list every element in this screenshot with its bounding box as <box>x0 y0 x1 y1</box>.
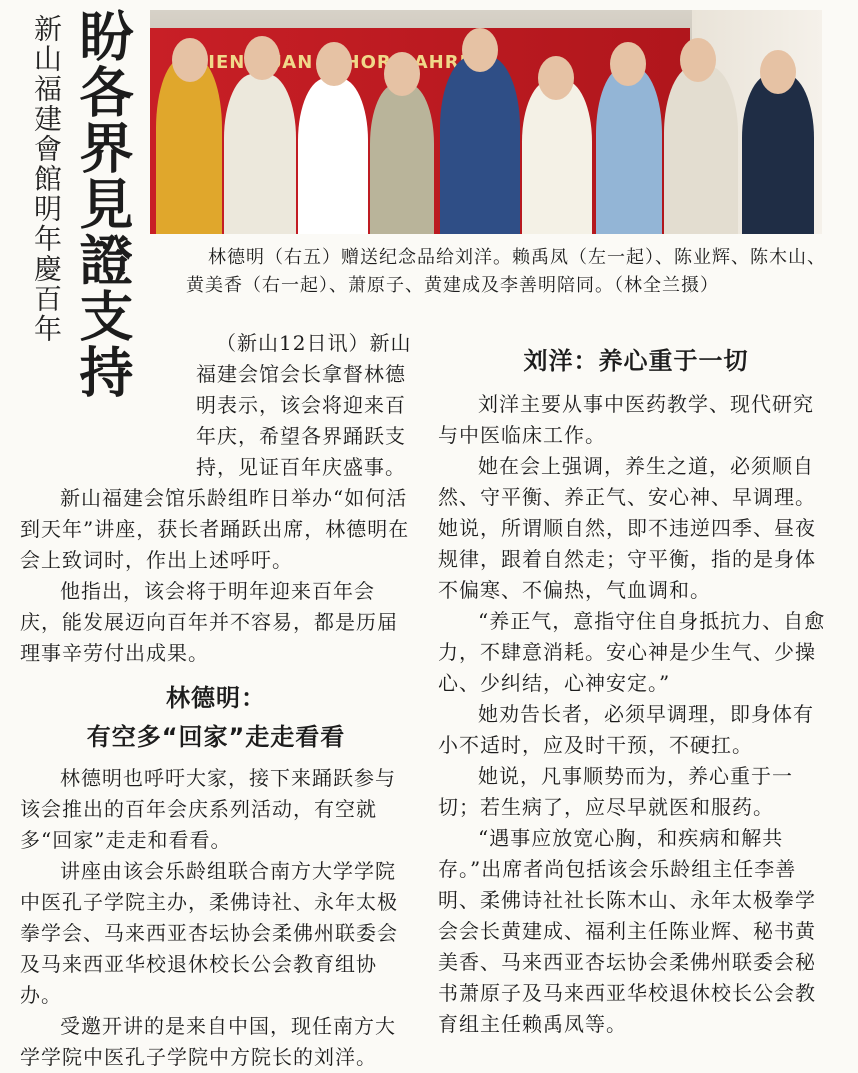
subheadline: 新山福建會館明年慶百年 <box>30 14 63 344</box>
paragraph: 她说，凡事顺势而为，养心重于一切；若生病了，应尽早就医和服药。 <box>438 764 793 819</box>
paragraph: “养正气，意指守住自身抵抗力、自愈力，不肆意消耗。安心神是少生气、少操心、少纠结，心神安定。” <box>438 609 826 695</box>
paragraph: 新山福建会馆乐龄组昨日举办“如何活到天年”讲座，获长者踊跃出席，林德明在会上致词时，作出上述呼吁。 <box>20 486 410 572</box>
paragraph: 受邀开讲的是来自中国，现任南方大学学院中医孔子学院中方院长的刘洋。 <box>20 1014 396 1069</box>
section-title: 刘洋：养心重于一切 <box>523 347 749 375</box>
headline: 盼各界見證支持 <box>71 8 134 400</box>
left-column <box>20 328 412 1073</box>
right-column <box>438 346 834 1040</box>
banner-text: EKIEN KUAN JOHOR BAHRU <box>180 52 476 73</box>
lead-paragraph: （新山12日讯）新山福建会馆会长拿督林德明表示，该会将迎来百年庆，希望各界踊跃支持，见证百年庆盛事。 <box>196 331 412 479</box>
paragraph: 她劝告长者，必须早调理，即身体有小不适时，应及时干预，不硬扛。 <box>438 702 814 757</box>
paragraph: 刘洋主要从事中医药教学、现代研究与中医临床工作。 <box>438 392 814 447</box>
photo-caption: 林德明（右五）赠送纪念品给刘洋。赖禹凤（左一起）、陈业辉、陈木山、黄美香（右一起）、萧原子、黄建成及李善明陪同。（林全兰摄） <box>186 247 826 296</box>
person-3 <box>298 78 368 234</box>
paragraph: “遇事应放宽心胸，和疾病和解共存。”出席者尚包括该会乐龄组主任李善明、柔佛诗社社长陈木山、永年太极拳学会会长黄建成、福利主任陈业辉、秘书黄美香、马来西亚杏坛协会柔佛州联委会秘书萧原子及马来西亚华校退休校长公会教育组主任赖禹凤等。 <box>438 826 816 1036</box>
paragraph: 讲座由该会乐龄组联合南方大学学院中医孔子学院主办，柔佛诗社、永年太极拳学会、马来西亚杏坛协会柔佛州联委会及马来西亚华校退休校长公会教育组协办。 <box>20 859 398 1007</box>
person-4 <box>370 84 434 234</box>
section-title: 有空多“回家”走走看看 <box>86 723 346 751</box>
person-6 <box>522 80 592 234</box>
news-photo <box>150 10 822 234</box>
paragraph: 她在会上强调，养生之道，必须顺自然、守平衡、养正气、安心神、早调理。她说，所谓顺自然，即不违逆四季、昼夜规律，跟着自然走；守平衡，指的是身体不偏寒、不偏热，气血调和。 <box>438 454 816 602</box>
section-title: 林德明： <box>166 684 266 712</box>
paragraph: 林德明也呼吁大家，接下来踊跃参与该会推出的百年会庆系列活动，有空就多“回家”走走和看看。 <box>20 766 396 852</box>
person-1 <box>156 58 222 234</box>
person-8 <box>664 66 738 234</box>
person-5 <box>440 56 520 234</box>
person-7 <box>596 68 662 234</box>
paragraph: 他指出，该会将于明年迎来百年会庆，能发展迈向百年并不容易，都是历届理事辛劳付出成果。 <box>20 579 398 665</box>
person-9 <box>742 74 814 234</box>
person-2 <box>224 74 296 234</box>
